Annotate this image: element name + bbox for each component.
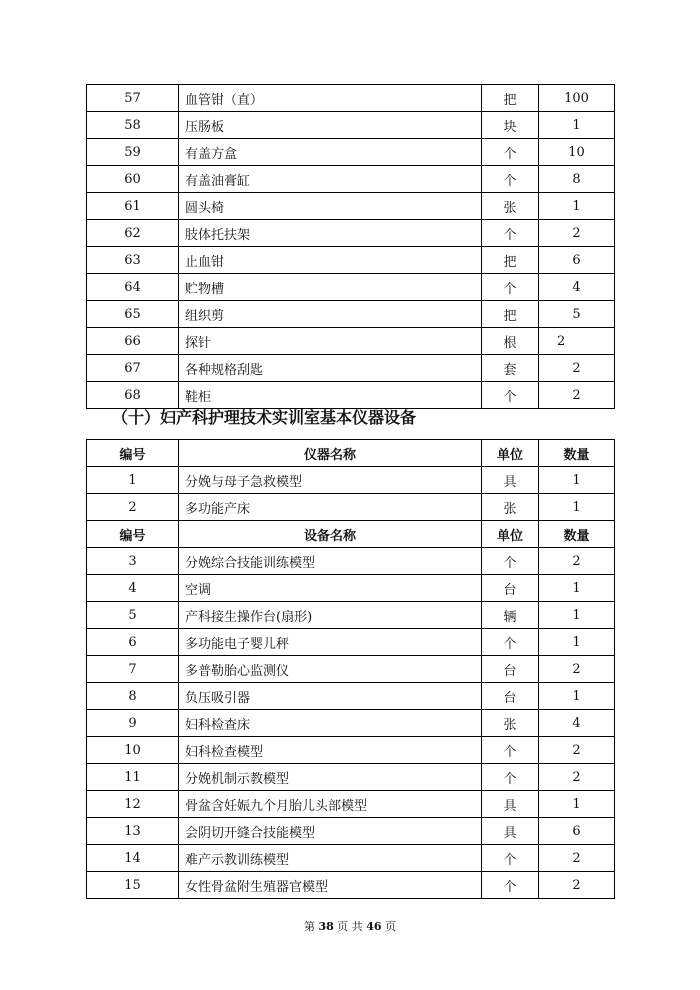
cell-unit: 个 bbox=[482, 139, 539, 166]
table-row bbox=[87, 274, 615, 301]
cell-quantity: 2 bbox=[539, 845, 615, 872]
cell-name: 负压吸引器 bbox=[179, 683, 482, 710]
table-row bbox=[87, 656, 615, 683]
cell-name: 分娩机制示教模型 bbox=[179, 764, 482, 791]
table-row bbox=[87, 112, 615, 139]
cell-unit: 具 bbox=[482, 818, 539, 845]
cell-number: 61 bbox=[87, 193, 179, 220]
cell-name: 分娩综合技能训练模型 bbox=[179, 548, 482, 575]
current-page-number: 38 bbox=[318, 920, 334, 933]
cell-quantity: 1 bbox=[539, 575, 615, 602]
cell-number: 9 bbox=[87, 710, 179, 737]
cell-unit: 单位 bbox=[482, 440, 539, 467]
cell-quantity: 2 bbox=[539, 737, 615, 764]
cell-number: 1 bbox=[87, 467, 179, 494]
table-row bbox=[87, 467, 615, 494]
cell-number: 编号 bbox=[87, 521, 179, 548]
cell-unit: 台 bbox=[482, 656, 539, 683]
cell-unit: 个 bbox=[482, 382, 539, 409]
cell-unit: 个 bbox=[482, 274, 539, 301]
footer-mid: 页 共 bbox=[337, 920, 363, 933]
cell-unit: 个 bbox=[482, 845, 539, 872]
cell-name: 探针 bbox=[179, 328, 482, 355]
cell-name: 血管钳（直） bbox=[179, 85, 482, 112]
cell-quantity: 2 bbox=[539, 764, 615, 791]
cell-name: 难产示教训练模型 bbox=[179, 845, 482, 872]
equipment-table-bottom bbox=[86, 439, 615, 899]
cell-quantity: 1 bbox=[539, 193, 615, 220]
cell-quantity: 2 bbox=[539, 548, 615, 575]
cell-unit: 个 bbox=[482, 220, 539, 247]
cell-quantity: 1 bbox=[539, 629, 615, 656]
cell-name: 鞋柜 bbox=[179, 382, 482, 409]
table-row bbox=[87, 818, 615, 845]
cell-unit: 套 bbox=[482, 355, 539, 382]
cell-name: 骨盆含妊娠九个月胎儿头部模型 bbox=[179, 791, 482, 818]
cell-name: 多普勒胎心监测仪 bbox=[179, 656, 482, 683]
cell-number: 63 bbox=[87, 247, 179, 274]
cell-unit: 个 bbox=[482, 764, 539, 791]
cell-quantity: 8 bbox=[539, 166, 615, 193]
table-row bbox=[87, 845, 615, 872]
total-page-count: 46 bbox=[366, 920, 382, 933]
cell-quantity: 2 bbox=[539, 872, 615, 899]
cell-name: 女性骨盆附生殖器官模型 bbox=[179, 872, 482, 899]
cell-quantity: 4 bbox=[539, 710, 615, 737]
table-row bbox=[87, 683, 615, 710]
cell-unit: 个 bbox=[482, 548, 539, 575]
cell-name: 妇科检查床 bbox=[179, 710, 482, 737]
cell-unit: 辆 bbox=[482, 602, 539, 629]
cell-unit: 个 bbox=[482, 629, 539, 656]
page-footer bbox=[0, 918, 700, 934]
cell-name: 多功能电子婴儿秤 bbox=[179, 629, 482, 656]
cell-unit: 根 bbox=[482, 328, 539, 355]
cell-name: 妇科检查模型 bbox=[179, 737, 482, 764]
cell-number: 编号 bbox=[87, 440, 179, 467]
cell-name: 会阴切开缝合技能模型 bbox=[179, 818, 482, 845]
table-row bbox=[87, 548, 615, 575]
cell-name: 多功能产床 bbox=[179, 494, 482, 521]
cell-number: 59 bbox=[87, 139, 179, 166]
table-row bbox=[87, 301, 615, 328]
cell-name: 有盖油膏缸 bbox=[179, 166, 482, 193]
cell-name: 组织剪 bbox=[179, 301, 482, 328]
cell-number: 2 bbox=[87, 494, 179, 521]
cell-quantity: 数量 bbox=[539, 440, 615, 467]
cell-number: 11 bbox=[87, 764, 179, 791]
table-row bbox=[87, 710, 615, 737]
cell-quantity: 1 bbox=[539, 602, 615, 629]
cell-quantity: 2 bbox=[539, 656, 615, 683]
cell-number: 60 bbox=[87, 166, 179, 193]
cell-unit: 把 bbox=[482, 301, 539, 328]
cell-quantity: 4 bbox=[539, 274, 615, 301]
cell-quantity: 2 bbox=[539, 328, 615, 355]
cell-quantity: 5 bbox=[539, 301, 615, 328]
cell-number: 3 bbox=[87, 548, 179, 575]
cell-number: 14 bbox=[87, 845, 179, 872]
cell-number: 8 bbox=[87, 683, 179, 710]
cell-unit: 张 bbox=[482, 710, 539, 737]
cell-unit: 具 bbox=[482, 791, 539, 818]
cell-number: 62 bbox=[87, 220, 179, 247]
cell-unit: 张 bbox=[482, 494, 539, 521]
cell-quantity: 1 bbox=[539, 791, 615, 818]
cell-number: 58 bbox=[87, 112, 179, 139]
cell-unit: 把 bbox=[482, 247, 539, 274]
cell-unit: 块 bbox=[482, 112, 539, 139]
table-header-row bbox=[87, 440, 615, 467]
cell-unit: 单位 bbox=[482, 521, 539, 548]
table-row bbox=[87, 737, 615, 764]
cell-name: 贮物槽 bbox=[179, 274, 482, 301]
cell-unit: 具 bbox=[482, 467, 539, 494]
cell-quantity: 2 bbox=[539, 355, 615, 382]
table-row bbox=[87, 193, 615, 220]
cell-number: 12 bbox=[87, 791, 179, 818]
cell-number: 6 bbox=[87, 629, 179, 656]
table-row bbox=[87, 764, 615, 791]
cell-unit: 个 bbox=[482, 872, 539, 899]
cell-number: 57 bbox=[87, 85, 179, 112]
table-header-row bbox=[87, 521, 615, 548]
footer-prefix: 第 bbox=[303, 920, 315, 933]
cell-unit: 个 bbox=[482, 166, 539, 193]
cell-quantity: 1 bbox=[539, 112, 615, 139]
cell-name: 止血钳 bbox=[179, 247, 482, 274]
cell-name: 设备名称 bbox=[179, 521, 482, 548]
table-body bbox=[87, 440, 615, 899]
cell-quantity: 2 bbox=[539, 220, 615, 247]
cell-quantity: 100 bbox=[539, 85, 615, 112]
cell-number: 4 bbox=[87, 575, 179, 602]
table-row bbox=[87, 247, 615, 274]
cell-unit: 台 bbox=[482, 683, 539, 710]
cell-number: 10 bbox=[87, 737, 179, 764]
table-row bbox=[87, 355, 615, 382]
cell-number: 5 bbox=[87, 602, 179, 629]
cell-number: 65 bbox=[87, 301, 179, 328]
cell-quantity: 数量 bbox=[539, 521, 615, 548]
table-row bbox=[87, 166, 615, 193]
cell-name: 分娩与母子急救模型 bbox=[179, 467, 482, 494]
cell-quantity: 1 bbox=[539, 683, 615, 710]
cell-name: 圆头椅 bbox=[179, 193, 482, 220]
cell-name: 各种规格刮匙 bbox=[179, 355, 482, 382]
cell-quantity: 6 bbox=[539, 247, 615, 274]
table-row bbox=[87, 872, 615, 899]
cell-number: 64 bbox=[87, 274, 179, 301]
table-row bbox=[87, 629, 615, 656]
cell-name: 压肠板 bbox=[179, 112, 482, 139]
cell-name: 仪器名称 bbox=[179, 440, 482, 467]
section-title: （十）妇产科护理技术实训室基本仪器设备 bbox=[112, 408, 417, 427]
cell-number: 13 bbox=[87, 818, 179, 845]
equipment-table-top bbox=[86, 84, 615, 409]
cell-number: 66 bbox=[87, 328, 179, 355]
cell-name: 产科接生操作台(扇形) bbox=[179, 602, 482, 629]
cell-number: 67 bbox=[87, 355, 179, 382]
cell-quantity: 10 bbox=[539, 139, 615, 166]
cell-number: 15 bbox=[87, 872, 179, 899]
cell-unit: 张 bbox=[482, 193, 539, 220]
table-row bbox=[87, 85, 615, 112]
cell-number: 7 bbox=[87, 656, 179, 683]
cell-unit: 台 bbox=[482, 575, 539, 602]
cell-unit: 个 bbox=[482, 737, 539, 764]
footer-suffix: 页 bbox=[385, 920, 397, 933]
table-body bbox=[87, 85, 615, 409]
cell-quantity: 2 bbox=[539, 382, 615, 409]
cell-name: 有盖方盒 bbox=[179, 139, 482, 166]
table-row bbox=[87, 791, 615, 818]
cell-quantity: 1 bbox=[539, 467, 615, 494]
cell-quantity: 1 bbox=[539, 494, 615, 521]
cell-number: 68 bbox=[87, 382, 179, 409]
cell-name: 空调 bbox=[179, 575, 482, 602]
table-row bbox=[87, 602, 615, 629]
table-row bbox=[87, 494, 615, 521]
table-row bbox=[87, 575, 615, 602]
cell-unit: 把 bbox=[482, 85, 539, 112]
table-row bbox=[87, 328, 615, 355]
table-row bbox=[87, 139, 615, 166]
cell-name: 肢体托扶架 bbox=[179, 220, 482, 247]
table-row bbox=[87, 220, 615, 247]
cell-quantity: 6 bbox=[539, 818, 615, 845]
